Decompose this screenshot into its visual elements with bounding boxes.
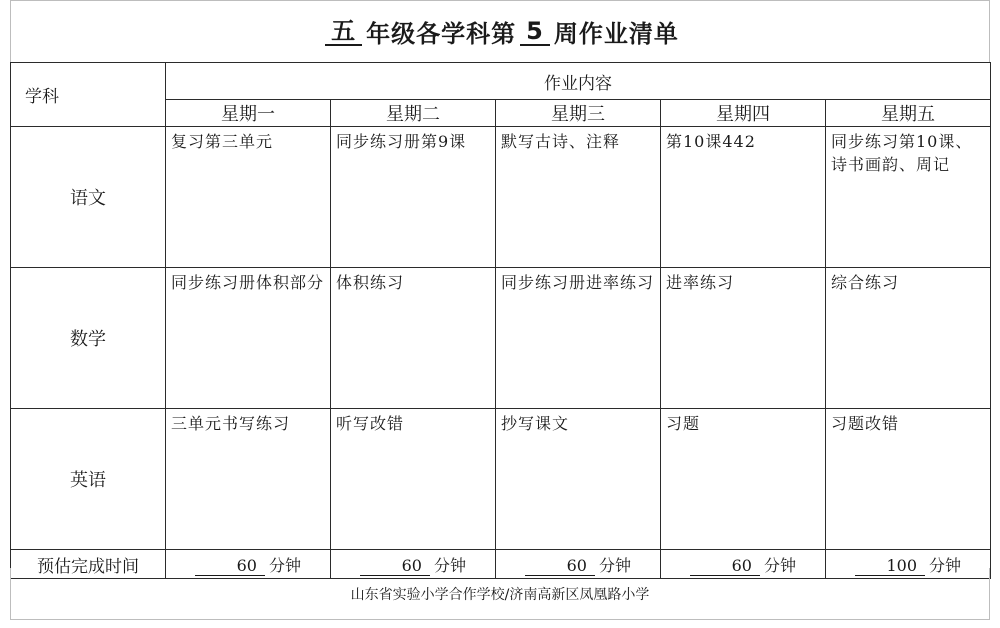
day-header-fri: 星期五 (826, 100, 991, 127)
time-value: 60 (195, 556, 265, 576)
week-blank: 5 (520, 18, 550, 46)
day-header-tue: 星期二 (331, 100, 496, 127)
homework-table (10, 62, 991, 579)
subject-english: 英语 (11, 409, 166, 550)
title-suffix: 周作业清单 (553, 20, 679, 48)
homework-cell: 进率练习 (661, 268, 826, 409)
homework-cell: 体积练习 (331, 268, 496, 409)
day-header-wed: 星期三 (496, 100, 661, 127)
time-unit: 分钟 (598, 555, 631, 575)
homework-cell: 同步练习第10课、诗书画韵、周记 (826, 127, 991, 268)
page-title (10, 0, 990, 62)
title-middle: 年级各学科第 (366, 20, 517, 48)
homework-cell: 默写古诗、注释 (496, 127, 661, 268)
day-header-thu: 星期四 (661, 100, 826, 127)
homework-cell: 综合练习 (826, 268, 991, 409)
school-footer: 山东省实验小学合作学校/济南高新区凤凰路小学 (10, 568, 990, 620)
table-row-chinese (11, 127, 991, 268)
time-value: 60 (360, 556, 430, 576)
subject-math: 数学 (11, 268, 166, 409)
subject-header: 学科 (11, 63, 166, 127)
homework-cell: 听写改错 (331, 409, 496, 550)
content-header: 作业内容 (166, 63, 991, 100)
table-row-math (11, 268, 991, 409)
grade-blank: 五 (325, 18, 362, 46)
time-unit: 分钟 (929, 555, 962, 575)
homework-cell: 习题改错 (826, 409, 991, 550)
homework-cell: 同步练习册进率练习 (496, 268, 661, 409)
time-unit: 分钟 (268, 555, 301, 575)
homework-cell: 同步练习册体积部分 (166, 268, 331, 409)
homework-cell: 习题 (661, 409, 826, 550)
subject-chinese: 语文 (11, 127, 166, 268)
day-header-mon: 星期一 (166, 100, 331, 127)
homework-cell: 三单元书写练习 (166, 409, 331, 550)
homework-cell: 第10课442 (661, 127, 826, 268)
homework-cell: 抄写课文 (496, 409, 661, 550)
time-value: 60 (690, 556, 760, 576)
time-value: 100 (855, 556, 925, 576)
time-unit: 分钟 (433, 555, 466, 575)
homework-cell: 复习第三单元 (166, 127, 331, 268)
table-row-english (11, 409, 991, 550)
time-unit: 分钟 (763, 555, 796, 575)
time-value: 60 (525, 556, 595, 576)
time-label: 预估完成时间 (11, 550, 166, 579)
homework-cell: 同步练习册第9课 (331, 127, 496, 268)
